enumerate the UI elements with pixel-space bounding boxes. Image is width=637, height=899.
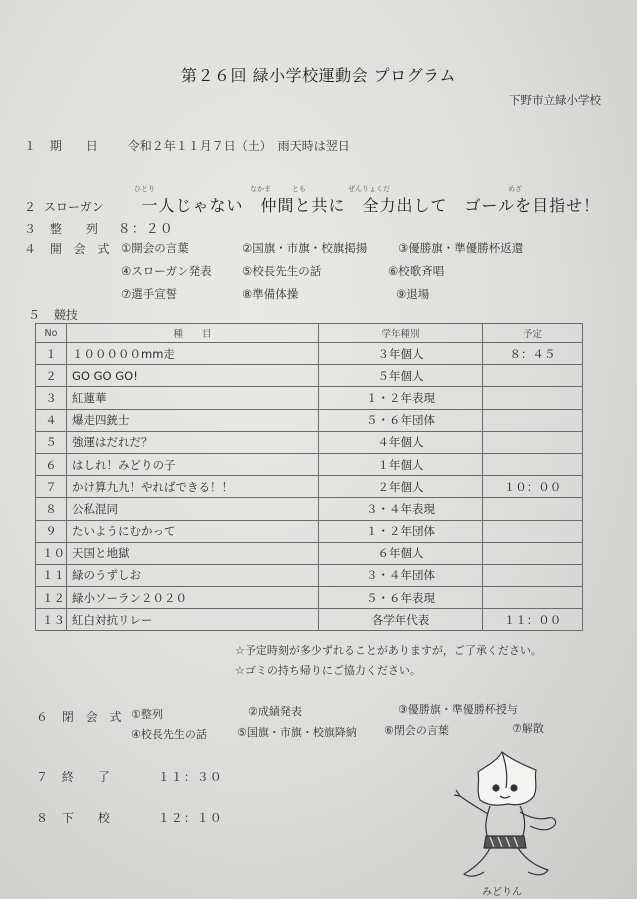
- cell-event: たいようにむかって: [67, 520, 319, 542]
- table-row: [36, 453, 583, 475]
- cell-event: １０００００mm走: [67, 343, 319, 365]
- cell-event: 公私混同: [67, 498, 319, 520]
- closing-item: ④校長先生の話: [131, 728, 207, 741]
- table-row: [36, 387, 583, 409]
- cell-schedule: [483, 520, 583, 542]
- cell-no: １: [36, 343, 67, 365]
- column-header-schedule: 予定: [483, 324, 583, 343]
- table-row: [36, 431, 583, 453]
- table-header-row: [36, 324, 583, 343]
- cell-event: 紅蓮華: [67, 387, 319, 409]
- closing-item: ③優勝旗・準優勝杯授与: [398, 703, 518, 716]
- cell-schedule: [483, 498, 583, 520]
- school-name: 下野市立緑小学校: [509, 93, 601, 107]
- cell-event: かけ算九九！やればできる！！: [67, 476, 319, 498]
- section-number: ５: [28, 308, 41, 322]
- cell-schedule: [483, 387, 583, 409]
- section-label: 開 会 式: [49, 242, 114, 256]
- cell-no: １３: [36, 609, 67, 631]
- opening-item: ⑤校長先生の話: [242, 264, 322, 278]
- opening-label-row: [24, 240, 113, 257]
- cell-no: ２: [36, 365, 67, 387]
- cell-no: ７: [36, 476, 67, 498]
- cell-event: 緑のうずしお: [67, 564, 319, 586]
- cell-schedule: [483, 453, 583, 475]
- competition-label-row: [28, 306, 78, 323]
- cell-event: GO GO GO!: [67, 365, 319, 387]
- section-label: 整 列: [49, 222, 98, 236]
- cell-schedule: [483, 365, 583, 387]
- cell-grade: ６年個人: [319, 542, 483, 564]
- section-label: 閉 会 式: [61, 710, 126, 724]
- ruby-nakama: なかま: [250, 185, 271, 193]
- cell-no: １２: [36, 587, 67, 609]
- opening-item: ①開会の言葉: [121, 241, 189, 255]
- cell-schedule: １０：００: [483, 476, 583, 498]
- ruby-zenryokuda: ぜんりょくだ: [348, 185, 390, 193]
- cell-no: ９: [36, 520, 67, 542]
- dismissal-time: １２：１０: [157, 811, 223, 825]
- cell-grade: ３・４年団体: [319, 564, 483, 586]
- cell-grade: ５・６年表現: [319, 587, 483, 609]
- cell-grade: 各学年代表: [319, 609, 483, 631]
- mascot-name: みどりん: [482, 887, 522, 898]
- cell-schedule: [483, 587, 583, 609]
- table-row: [36, 542, 583, 564]
- cell-grade: １年個人: [319, 453, 483, 475]
- note-schedule: ☆予定時刻が多少ずれることがありますが，ご了承ください。: [235, 644, 542, 657]
- table-row: [36, 520, 583, 542]
- closing-item: ①整列: [131, 708, 163, 721]
- closing-item: ⑤国旗・市旗・校旗降納: [237, 726, 357, 739]
- cell-no: ８: [36, 498, 67, 520]
- closing-item: ⑦解散: [512, 722, 544, 735]
- cell-event: 強運はだれだ？: [67, 431, 319, 453]
- cell-grade: １・２年団体: [319, 520, 483, 542]
- lineup-row: [24, 218, 174, 237]
- cell-grade: ４年個人: [319, 431, 483, 453]
- opening-item: ⑨退場: [396, 287, 430, 301]
- slogan-text: 一人じゃない 仲間と共に 全力出して ゴールを目指せ！: [141, 196, 601, 215]
- lineup-time: ８：２０: [117, 222, 174, 237]
- section-label: スローガン: [43, 200, 104, 214]
- section-number: ８: [36, 811, 49, 825]
- cell-no: ６: [36, 453, 67, 475]
- opening-item: ④スローガン発表: [121, 264, 212, 278]
- closing-label-row: [36, 708, 125, 725]
- cell-no: ３: [36, 387, 67, 409]
- cell-grade: ３年個人: [319, 343, 483, 365]
- table-row: [36, 609, 583, 631]
- mascot-illustration: [450, 748, 570, 888]
- ruby-tomo: とも: [292, 185, 306, 193]
- section-number: ２: [24, 200, 37, 214]
- closing-item: ⑥閉会の言葉: [384, 724, 449, 737]
- table-row: [36, 476, 583, 498]
- page-title: 第２６回 緑小学校運動会 プログラム: [180, 66, 456, 85]
- date-row: [24, 137, 350, 154]
- cell-grade: ３・４年表現: [319, 498, 483, 520]
- note-trash: ☆ゴミの持ち帰りにご協力ください。: [235, 664, 421, 677]
- section-number: ３: [24, 222, 37, 236]
- cell-schedule: ８：４５: [483, 343, 583, 365]
- cell-no: ５: [36, 431, 67, 453]
- table-row: [36, 365, 583, 387]
- date-value: 令和２年１１月７日（土） 雨天時は翌日: [127, 139, 350, 153]
- slogan-row: [24, 193, 600, 216]
- section-label: 期 日: [49, 139, 98, 153]
- cell-schedule: [483, 542, 583, 564]
- section-label: 下 校: [61, 811, 110, 825]
- section-number: １: [24, 139, 37, 153]
- table-row: [36, 409, 583, 431]
- column-header-event: 種 目: [67, 324, 319, 343]
- cell-event: はしれ！みどりの子: [67, 453, 319, 475]
- cell-event: 爆走四銃士: [67, 409, 319, 431]
- cell-grade: ５・６年団体: [319, 409, 483, 431]
- ruby-meza: めざ: [508, 185, 522, 193]
- section-number: ４: [24, 242, 37, 256]
- cell-event: 紅白対抗リレー: [67, 609, 319, 631]
- opening-item: ⑦選手宣誓: [121, 287, 178, 301]
- column-header-no: No: [36, 324, 67, 343]
- cell-grade: ５年個人: [319, 365, 483, 387]
- opening-item: ②国旗・市旗・校旗掲揚: [242, 241, 368, 255]
- closing-item: ②成績発表: [248, 705, 302, 718]
- opening-item: ⑥校歌斉唱: [388, 264, 445, 278]
- cell-event: 天国と地獄: [67, 542, 319, 564]
- section-number: ７: [36, 770, 49, 784]
- section-number: ６: [36, 710, 49, 724]
- opening-item: ③優勝旗・準優勝杯返還: [398, 241, 524, 255]
- cell-no: １０: [36, 542, 67, 564]
- end-time: １１：３０: [157, 770, 223, 784]
- cell-no: ４: [36, 409, 67, 431]
- table-row: [36, 343, 583, 365]
- table-row: [36, 498, 583, 520]
- cell-schedule: [483, 409, 583, 431]
- table-row: [36, 564, 583, 586]
- section-label: 終 了: [61, 770, 110, 784]
- column-header-grade: 学年種別: [319, 324, 483, 343]
- cell-event: 緑小ソーラン２０２０: [67, 587, 319, 609]
- cell-no: １１: [36, 564, 67, 586]
- section-label: 競技: [53, 308, 78, 322]
- opening-item: ⑧準備体操: [242, 287, 299, 301]
- end-row: [36, 768, 223, 785]
- ruby-hitori: ひとり: [134, 185, 155, 193]
- cell-grade: ２年個人: [319, 476, 483, 498]
- cell-schedule: [483, 564, 583, 586]
- cell-grade: １・２年表現: [319, 387, 483, 409]
- program-table: [35, 323, 583, 631]
- cell-schedule: [483, 431, 583, 453]
- dismissal-row: [36, 809, 223, 826]
- cell-schedule: １１：００: [483, 609, 583, 631]
- table-row: [36, 587, 583, 609]
